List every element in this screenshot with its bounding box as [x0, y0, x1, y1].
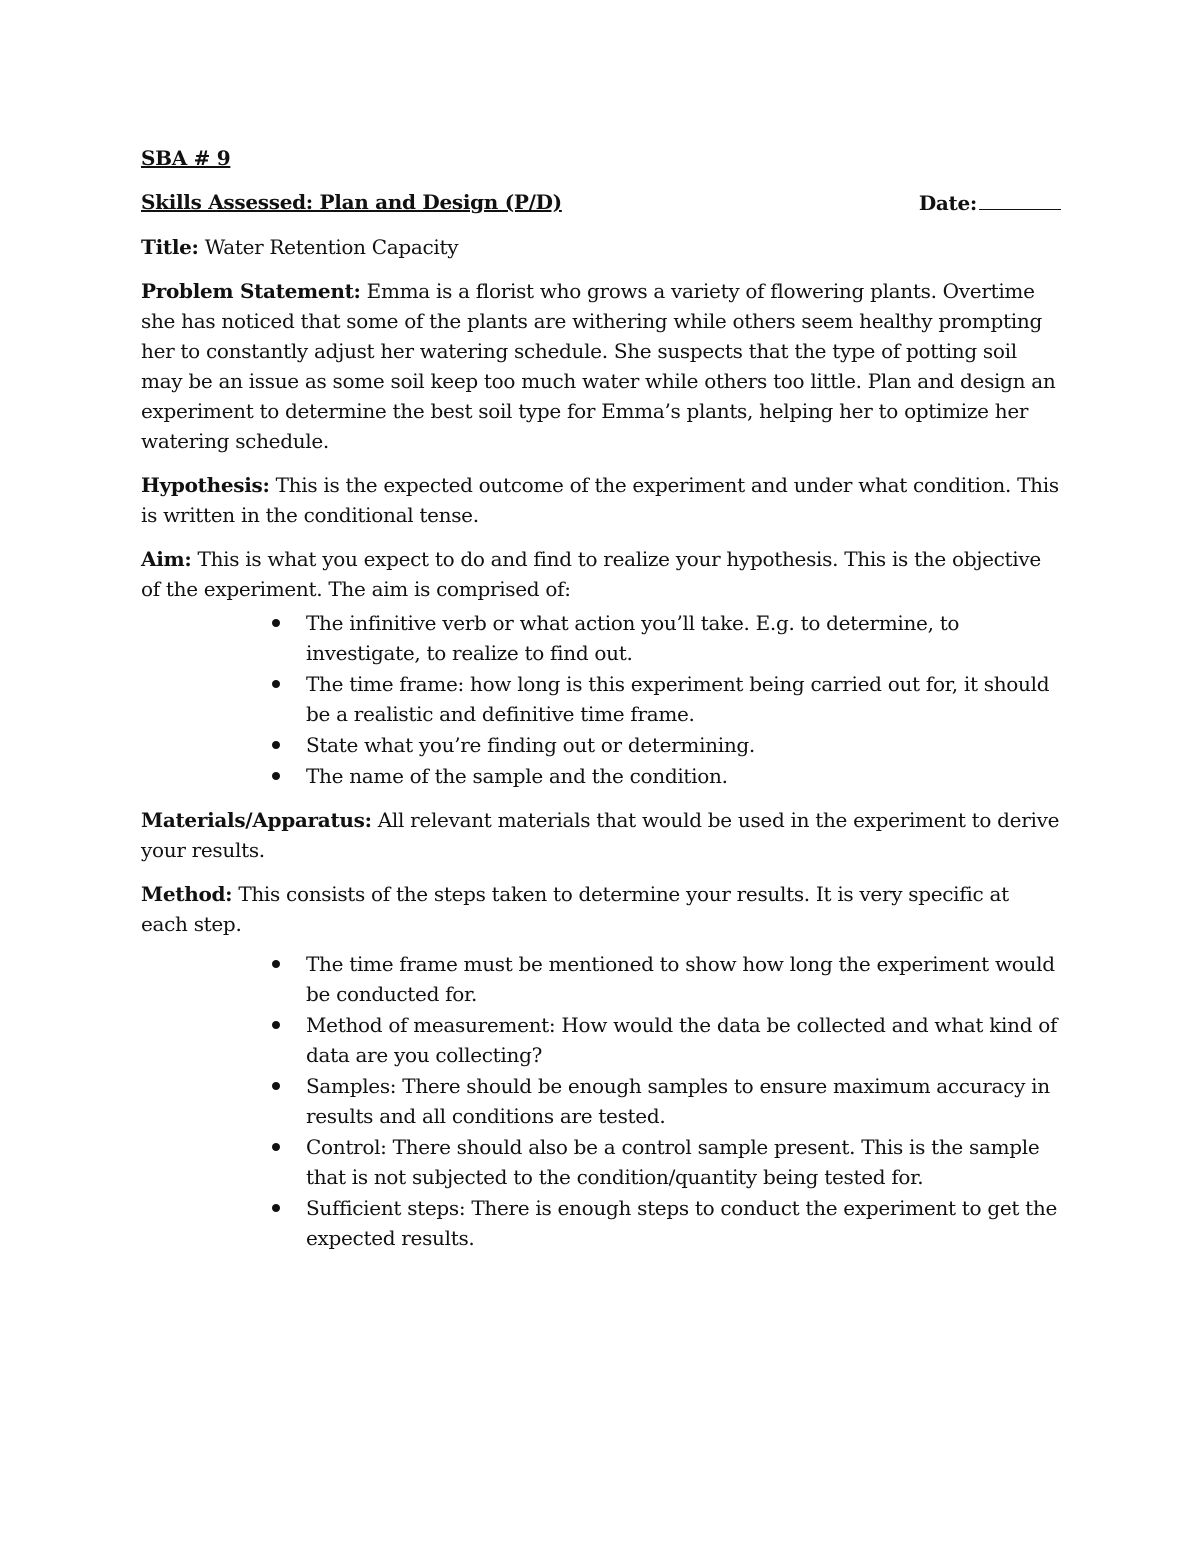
- bullet-icon: [272, 1082, 280, 1090]
- date-blank-line: [979, 187, 1061, 210]
- list-item: [306, 608, 1061, 668]
- method-text: This consists of the steps taken to determine your results. It is very specific at each step.: [141, 882, 1009, 936]
- list-item: [306, 730, 1061, 760]
- list-item: [306, 1010, 1061, 1070]
- aim-text: This is what you expect to do and find to realize your hypothesis. This is the objective of the experiment. The aim is comprised of:: [141, 547, 1041, 601]
- method-bullet-text: Sufficient steps: There is enough steps to conduct the experiment to get the expected results.: [306, 1196, 1058, 1250]
- materials-paragraph: [141, 805, 1061, 865]
- title-paragraph: [141, 232, 1061, 262]
- method-bullet-text: Control: There should also be a control sample present. This is the sample that is not subjected to the condition/quantity being tested for.: [306, 1135, 1040, 1189]
- title-value: Water Retention Capacity: [204, 235, 459, 259]
- hypothesis-text: This is the expected outcome of the experiment and under what condition. This is written in the conditional tense.: [141, 473, 1059, 527]
- date-field: [919, 187, 1061, 218]
- skills-assessed-label: Skills Assessed: Plan and Design (P/D): [141, 190, 562, 214]
- bullet-icon: [272, 1021, 280, 1029]
- method-paragraph: [141, 879, 1061, 939]
- hypothesis-label: Hypothesis:: [141, 473, 270, 497]
- aim-bullet-text: State what you’re finding out or determining.: [306, 733, 755, 757]
- list-item: [306, 1071, 1061, 1131]
- date-label: Date:: [918, 191, 977, 215]
- bullet-icon: [272, 619, 280, 627]
- method-bullet-text: The time frame must be mentioned to show how long the experiment would be conducted for.: [306, 952, 1055, 1006]
- bullet-icon: [272, 680, 280, 688]
- materials-text: All relevant materials that would be used in the experiment to derive your results.: [141, 808, 1060, 862]
- aim-label: Aim:: [141, 547, 192, 571]
- bullet-icon: [272, 1204, 280, 1212]
- list-item: [306, 949, 1061, 1009]
- materials-label: Materials/Apparatus:: [141, 808, 372, 832]
- bullet-icon: [272, 960, 280, 968]
- skills-row: [141, 187, 1061, 218]
- problem-statement-text: Emma is a florist who grows a variety of flowering plants. Overtime she has noticed that some of the plants are withering while others seem healthy prompting her to constantly adjust her watering schedule. She suspects that the type of potting soil may be an issue as some soil keep too much water while others too little. Plan and design an experiment to determine the best soil type for Emma’s plants, helping her to optimize her watering schedule.: [141, 279, 1056, 453]
- sba-heading: SBA # 9: [141, 146, 231, 170]
- list-item: [306, 1132, 1061, 1192]
- bullet-icon: [272, 1143, 280, 1151]
- method-bullet-text: Samples: There should be enough samples to ensure maximum accuracy in results and all conditions are tested.: [306, 1074, 1050, 1128]
- method-label: Method:: [141, 882, 233, 906]
- aim-bullet-text: The infinitive verb or what action you’ll take. E.g. to determine, to investigate, to realize to find out.: [306, 611, 960, 665]
- method-bullet-text: Method of measurement: How would the data be collected and what kind of data are you collecting?: [306, 1013, 1058, 1067]
- method-bullet-list: [141, 949, 1061, 1253]
- aim-bullet-text: The time frame: how long is this experiment being carried out for, it should be a realistic and definitive time frame.: [306, 672, 1050, 726]
- title-label: Title:: [141, 235, 199, 259]
- bullet-icon: [272, 772, 280, 780]
- list-item: [306, 1193, 1061, 1253]
- bullet-icon: [272, 741, 280, 749]
- hypothesis-paragraph: [141, 470, 1061, 530]
- problem-statement-paragraph: [141, 276, 1061, 456]
- list-item: [306, 761, 1061, 791]
- list-item: [306, 669, 1061, 729]
- aim-bullet-text: The name of the sample and the condition.: [306, 764, 728, 788]
- document-page: [141, 143, 1061, 1267]
- aim-bullet-list: [141, 608, 1061, 791]
- problem-statement-label: Problem Statement:: [141, 279, 361, 303]
- aim-paragraph: [141, 544, 1061, 604]
